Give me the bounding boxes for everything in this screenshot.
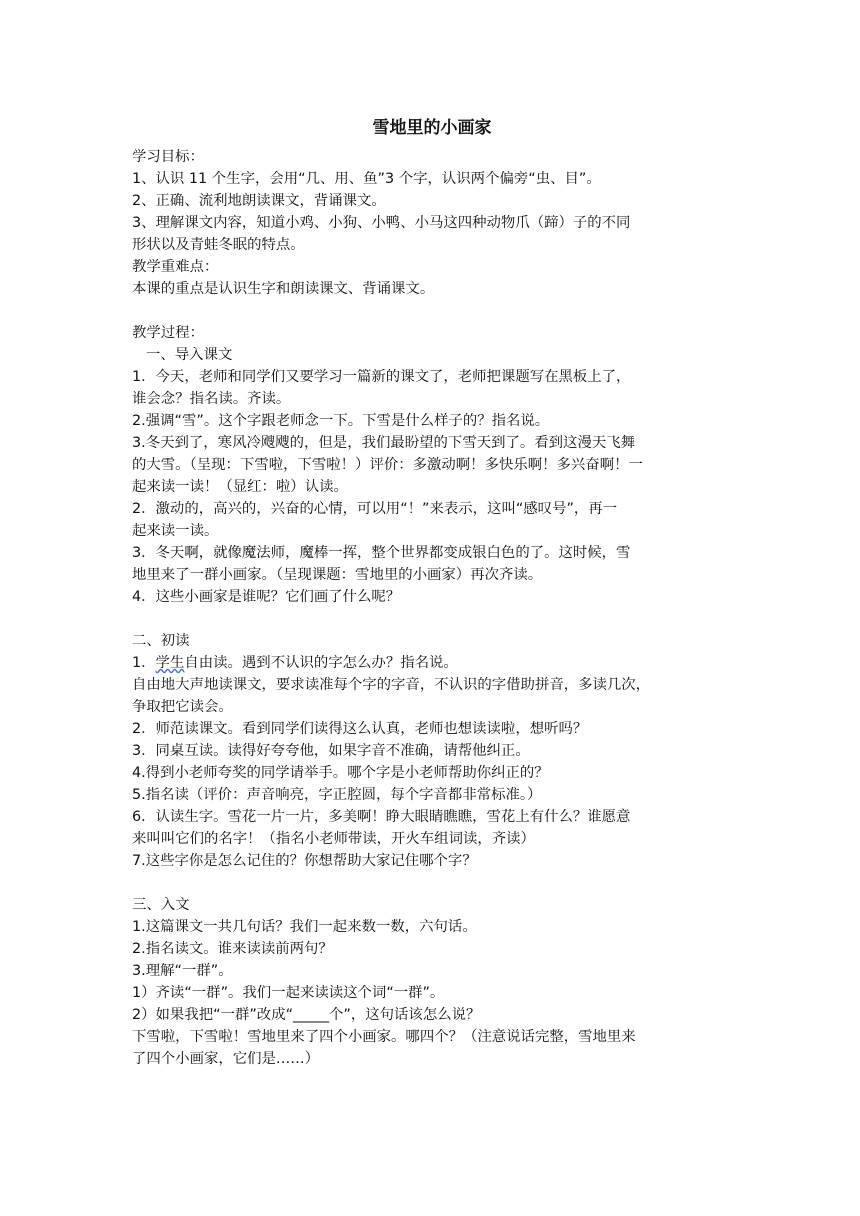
paragraph-line: 争取把它读会。 — [132, 699, 233, 715]
paragraph-line: 自由地大声地读课文，要求读准每个字的字音，不认识的字借助拼音，多读几次， — [132, 677, 651, 693]
section-heading: 三、入文 — [132, 897, 190, 913]
blank-line — [132, 608, 732, 630]
line-prefix: 1． — [132, 655, 156, 671]
paragraph-line: 起来读一读！（显红：啦）认读。 — [132, 479, 348, 495]
paragraph-line: 来叫叫它们的名字！（指名小老师带读，开火车组词读，齐读） — [132, 831, 535, 847]
paragraph-line: 了四个小画家，它们是……） — [132, 1051, 320, 1067]
paragraph-line: 3．同桌互读。读得好夸夸他，如果字音不准确，请帮他纠正。 — [132, 743, 530, 759]
paragraph-line: 的大雪。（呈现：下雪啦，下雪啦！）评价：多激动啊！多快乐啊！多兴奋啊！一 — [132, 457, 643, 473]
paragraph-line: 1．今天，老师和同学们又要学习一篇新的课文了，老师把课题写在黑板上了， — [132, 369, 631, 385]
paragraph-line: 2．激动的，高兴的，兴奋的心情，可以用“！”来表示，这叫“感叹号”，再一 — [132, 501, 618, 517]
paragraph-line: 谁会念？指名读。齐读。 — [132, 391, 291, 407]
section-heading: 一、导入课文 — [146, 347, 233, 363]
section-heading: 二、初读 — [132, 633, 190, 649]
paragraph-line — [132, 652, 732, 674]
paragraph-line: 3.冬天到了，寒风冷飕飕的，但是，我们最盼望的下雪天到了。看到这漫天飞舞 — [132, 435, 636, 451]
paragraph-line: 起来读一读。 — [132, 523, 219, 539]
paragraph-line: 2.强调“雪”。这个字跟老师念一下。下雪是什么样子的？指名说。 — [132, 413, 550, 429]
keypoints-heading: 教学重难点： — [132, 259, 219, 275]
paragraph-line: 3．冬天啊，就像魔法师，魔棒一挥，整个世界都变成银白色的了。这时候，雪 — [132, 545, 631, 561]
paragraph-line: 2．师范读课文。看到同学们读得这么认真，老师也想读读啦，想听吗？ — [132, 721, 588, 737]
blank-line — [132, 300, 732, 322]
paragraph-line: 下雪啦，下雪啦！雪地里来了四个小画家。哪四个？（注意说话完整，雪地里来 — [132, 1029, 636, 1045]
paragraph-line: 4．这些小画家是谁呢？它们画了什么呢？ — [132, 589, 401, 605]
goal-item: 1、认识 11 个生字，会用“几、用、鱼”3 个字，认识两个偏旁“虫、目”。 — [132, 171, 601, 187]
process-heading: 教学过程： — [132, 325, 204, 341]
document-page — [132, 116, 732, 1070]
paragraph-line: 5.指名读（评价：声音响亮，字正腔圆，每个字音都非常标准。） — [132, 787, 542, 803]
blank-line — [132, 872, 732, 894]
goal-item: 3、理解课文内容，知道小鸡、小狗、小鸭、小马这四种动物爪（蹄）子的不同 — [132, 215, 631, 231]
paragraph-line: 2）如果我把“一群”改成“_____个”，这句话该怎么说？ — [132, 1007, 481, 1023]
goals-heading: 学习目标： — [132, 149, 204, 165]
document-title: 雪地里的小画家 — [372, 118, 492, 138]
paragraph-line: 4.得到小老师夸奖的同学请举手。哪个字是小老师帮助你纠正的？ — [132, 765, 549, 781]
paragraph-line: 2.指名读文。谁来读读前两句？ — [132, 941, 333, 957]
paragraph-line: 地里来了一群小画家。（呈现课题：雪地里的小画家）再次齐读。 — [132, 567, 543, 583]
goal-item: 形状以及青蛙冬眠的特点。 — [132, 237, 305, 253]
paragraph-line: 1）齐读“一群”。我们一起来读读这个词“一群”。 — [132, 985, 445, 1001]
paragraph-line: 7.这些字你是怎么记住的？你想帮助大家记住哪个字？ — [132, 853, 477, 869]
spellcheck-underlined-word: 学生 — [155, 655, 185, 671]
line-suffix: 自由读。遇到不认识的字怎么办？指名说。 — [184, 655, 458, 671]
paragraph-line: 6．认读生字。雪花一片一片，多美啊！睁大眼睛瞧瞧，雪花上有什么？谁愿意 — [132, 809, 631, 825]
keypoints-text: 本课的重点是认识生字和朗读课文、背诵课文。 — [132, 281, 435, 297]
paragraph-line: 3.理解“一群”。 — [132, 963, 233, 979]
paragraph-line: 1.这篇课文一共几句话？我们一起来数一数，六句话。 — [132, 919, 477, 935]
goal-item: 2、正确、流利地朗读课文，背诵课文。 — [132, 193, 386, 209]
